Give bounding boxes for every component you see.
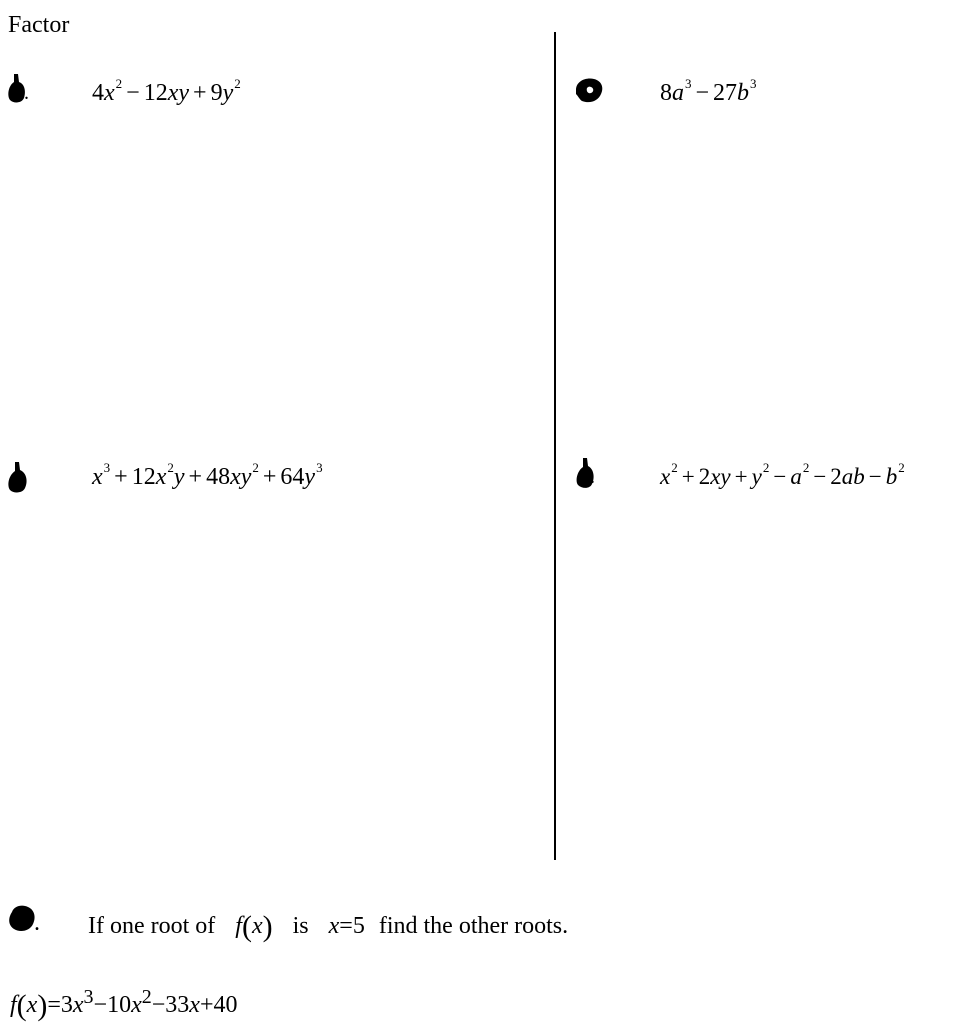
problem-5-prompt: If one root of f(x) is x=5 find the other roots. (88, 910, 569, 943)
prompt-text-3: find the other roots. (378, 913, 569, 939)
problem-1-expression: $4x^2 - 12xy + 9y^2$ (92, 76, 241, 106)
column-divider (554, 32, 556, 860)
problem-number-blot-3 (6, 460, 32, 501)
problem-number-blot-1 (6, 72, 34, 111)
problem-3-expression: $x^3 + 12x^2y + 48xy^2 + 64y^3$ (92, 460, 323, 490)
prompt-text-1: If one root of (88, 913, 216, 939)
problem-marker-5: . (34, 910, 40, 936)
problem-4-expression: $x^2 + 2xy + y^2 - a^2 - 2ab - b^2$ (660, 460, 905, 489)
prompt-text-2: is (292, 913, 309, 939)
problem-number-blot-2 (572, 76, 606, 111)
problem-marker-4: . (590, 466, 595, 488)
problem-marker-1: . (24, 82, 29, 104)
function-definition: $f(x)=3x^3-10x^2-33x+40$ (10, 986, 238, 1022)
problem-2-expression: $8a^3 - 27b^3$ (660, 76, 757, 106)
page-heading: Factor (8, 12, 70, 38)
prompt-func: f (235, 913, 242, 939)
